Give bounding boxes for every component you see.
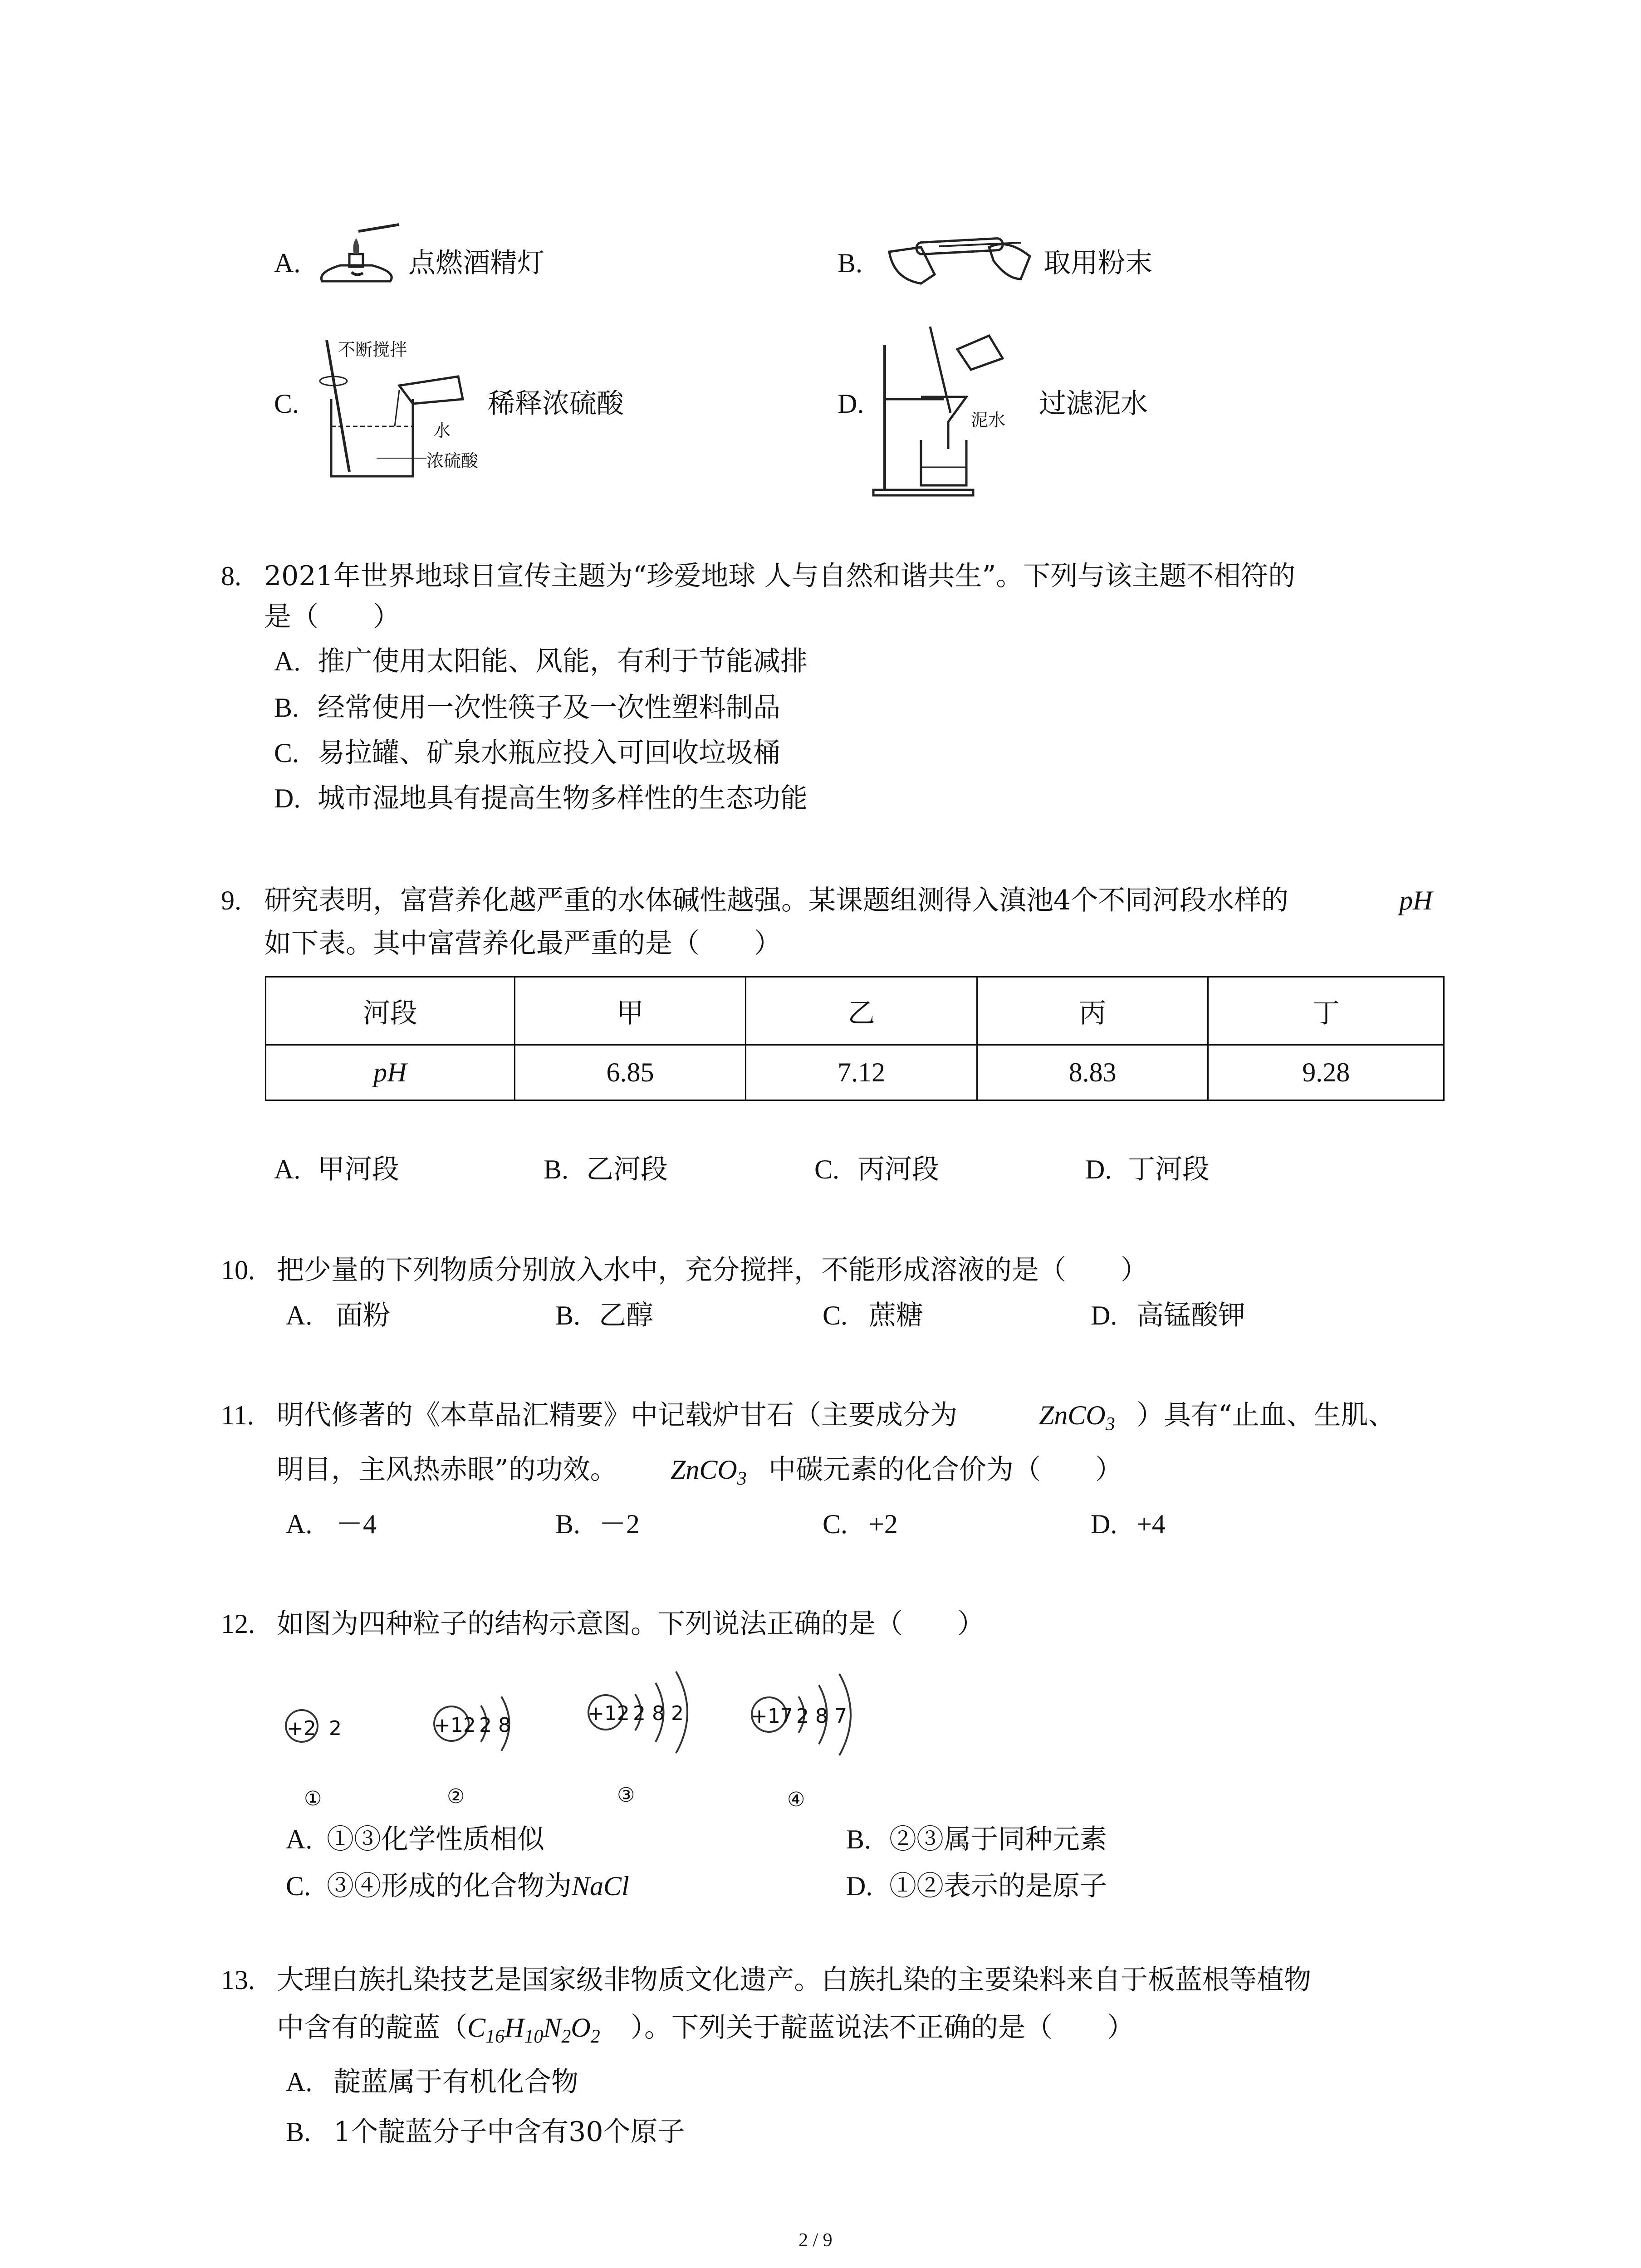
q13-number: 13. (221, 1965, 255, 1995)
table-header-cell: 乙 (746, 977, 977, 1045)
particle-electrons: 2 8 7 (796, 1705, 847, 1728)
element: O (571, 2013, 591, 2043)
q8-option-text: 经常使用一次性筷子及一次性塑料制品 (318, 692, 780, 723)
table-header-cell: 河段 (266, 977, 515, 1045)
q12-option-text: ②③属于同种元素 (889, 1823, 1107, 1855)
formula-sub: 3 (737, 1468, 747, 1489)
alcohol-lamp-figure (309, 222, 406, 290)
q12-option-letter: D. (846, 1871, 873, 1901)
element: C (467, 2013, 486, 2043)
q8-option-text: 易拉罐、矿泉水瓶应投入可回收垃圾桶 (318, 737, 780, 769)
formula-main: ZnCO (1039, 1400, 1106, 1430)
subscript: 2 (561, 2026, 571, 2047)
q10-option-text: 蔗糖 (869, 1300, 923, 1331)
q9-stem-line1: 研究表明，富营养化越严重的水体碱性越强。某课题组测得入滇池4个不同河段水样的 (264, 885, 1289, 916)
q11-option-text: +2 (869, 1509, 898, 1539)
particle-electrons: 2 (329, 1717, 342, 1740)
table-cell: 7.12 (746, 1045, 977, 1100)
q8-option-text: 推广使用太阳能、风能，有利于节能减排 (318, 645, 808, 677)
q8-stem-line1: 2021年世界地球日宣传主题为“珍爱地球 人与自然和谐共生”。下列与该主题不相符的 (264, 560, 1296, 592)
q9-option-text: 甲河段 (318, 1154, 399, 1185)
q8-number: 8. (221, 561, 241, 591)
q9-option-letter: C. (814, 1154, 840, 1184)
q12-option-letter: A. (286, 1824, 313, 1854)
q12-number: 12. (221, 1609, 255, 1639)
q9-option-text: 丁河段 (1128, 1154, 1210, 1185)
particle-nucleus: +12 (588, 1702, 630, 1725)
q9-option-text: 乙河段 (586, 1154, 668, 1185)
powder-spatula-figure (885, 225, 1034, 293)
q8-option-letter: D. (274, 783, 301, 813)
table-cell: pH (266, 1045, 515, 1100)
q7-c-stir-label: 不断搅拌 (338, 340, 407, 360)
q13-stem-line2a: 中含有的靛蓝（ (277, 2012, 467, 2043)
q11-option-letter: D. (1091, 1509, 1117, 1539)
q10-option-text: 高锰酸钾 (1136, 1300, 1245, 1331)
q7-option-d-text: 过滤泥水 (1039, 388, 1148, 420)
q7-c-water-label: 水 (433, 420, 451, 440)
q10-option-letter: C. (823, 1300, 848, 1330)
q9-option-letter: A. (274, 1154, 301, 1184)
q8-option-letter: B. (274, 693, 299, 723)
q11-number: 11. (221, 1400, 254, 1430)
q13-stem-line1: 大理白族扎染技艺是国家级非物质文化遗产。白族扎染的主要染料来自于板蓝根等植物 (277, 1964, 1311, 1996)
q7-option-a-letter: A. (274, 248, 301, 278)
table-cell: 9.28 (1208, 1045, 1444, 1100)
q11-option-letter: C. (823, 1509, 848, 1539)
q7-option-c-text: 稀释浓硫酸 (488, 388, 624, 420)
element: N (543, 2013, 562, 2043)
q11-stem-line2a: 明目，主风热赤眼”的功效。 (277, 1454, 617, 1486)
subscript: 10 (524, 2026, 544, 2047)
subscript: 16 (485, 2026, 505, 2047)
q13-option-text: 靛蓝属于有机化合物 (333, 2066, 578, 2098)
q10-option-letter: A. (286, 1300, 313, 1330)
q10-option-letter: B. (555, 1300, 581, 1330)
q7-option-b-text: 取用粉末 (1043, 247, 1152, 279)
table-header-row (266, 977, 1444, 1045)
q13-option-letter: B. (286, 2117, 311, 2147)
particle-nucleus: +2 (287, 1717, 316, 1740)
q13-stem-line2b: ）。下列关于靛蓝说法不正确的是（ ） (631, 2012, 1134, 2043)
q8-option-letter: C. (274, 738, 299, 768)
q7-option-d-letter: D. (838, 389, 864, 419)
q11-stem-line2b: 中碳元素的化合价为（ ） (769, 1454, 1122, 1486)
q9-stem-ph: pH (1399, 885, 1433, 915)
table-header-cell: 甲 (514, 977, 746, 1045)
q8-stem-line2: 是（ ） (264, 601, 400, 633)
particle-electrons: 2 8 2 (633, 1702, 684, 1725)
particle-label: ① (304, 1787, 322, 1810)
q10-option-letter: D. (1091, 1300, 1117, 1330)
q8-option-letter: A. (274, 646, 301, 676)
q12-option-letter: C. (286, 1871, 311, 1901)
particle-electrons: 2 8 (479, 1714, 511, 1737)
formula-sub: 3 (1105, 1414, 1115, 1435)
particle-label: ② (447, 1785, 465, 1808)
q10-stem: 把少量的下列物质分别放入水中，充分搅拌，不能形成溶液的是（ ） (277, 1254, 1148, 1286)
q8-option-text: 城市湿地具有提高生物多样性的生态功能 (318, 782, 808, 814)
q7-option-a-text: 点燃酒精灯 (408, 247, 544, 279)
table-cell: 6.85 (514, 1045, 746, 1100)
q11-option-text: －2 (599, 1509, 640, 1539)
subscript: 2 (590, 2026, 600, 2047)
q11-option-text: +4 (1136, 1509, 1166, 1539)
table-row (266, 1045, 1444, 1100)
q11-option-letter: B. (555, 1509, 581, 1539)
q13-formula (467, 2014, 600, 2046)
q7-d-muddy-label: 泥水 (971, 410, 1006, 430)
table-header-cell: 丁 (1208, 977, 1444, 1045)
q9-option-text: 丙河段 (857, 1154, 939, 1185)
q12-stem: 如图为四种粒子的结构示意图。下列说法正确的是（ ） (277, 1608, 985, 1640)
q9-option-letter: D. (1085, 1154, 1112, 1184)
q11-stem-line1a: 明代修著的《本草品汇精要》中记载炉甘石（主要成分为 (277, 1399, 957, 1431)
q11-option-text: －4 (336, 1509, 377, 1539)
q7-option-c-letter: C. (274, 389, 299, 419)
q9-option-letter: B. (544, 1154, 569, 1184)
q12-option-text (327, 1872, 629, 1900)
q12-option-letter: B. (846, 1824, 872, 1854)
q10-option-text: 乙醇 (599, 1300, 653, 1331)
particle-nucleus: +12 (434, 1714, 476, 1737)
table-cell: 8.83 (977, 1045, 1208, 1100)
formula-main: ZnCO (671, 1455, 737, 1485)
q7-c-acid-label: 浓硫酸 (426, 451, 479, 471)
q13-option-letter: A. (286, 2067, 313, 2097)
q11-formula (1039, 1402, 1115, 1434)
table-header-cell: 丙 (977, 977, 1208, 1045)
option-c-text-a: ③④形成的化合物为 (327, 1870, 572, 1902)
q11-option-letter: A. (286, 1509, 313, 1539)
q11-stem-line1b: ）具有“止血、生肌、 (1136, 1399, 1396, 1431)
q12-option-text: ①③化学性质相似 (327, 1823, 544, 1855)
particle-nucleus: +17 (751, 1705, 793, 1728)
particle-label: ④ (787, 1788, 805, 1811)
page-number: 2 / 9 (798, 2230, 833, 2251)
element: H (505, 2013, 524, 2043)
particle-label: ③ (617, 1784, 635, 1807)
q10-option-text: 面粉 (336, 1300, 390, 1331)
q11-formula-2 (671, 1456, 747, 1488)
q9-number: 9. (221, 885, 241, 915)
ph-table (265, 976, 1445, 1101)
option-c-formula: NaCl (572, 1871, 629, 1901)
q9-stem-line2: 如下表。其中富营养化最严重的是（ ） (264, 928, 781, 959)
q10-number: 10. (221, 1255, 255, 1285)
q13-option-text: 1个靛蓝分子中含有30个原子 (333, 2116, 685, 2148)
q7-option-b-letter: B. (838, 248, 863, 278)
q12-option-text: ①②表示的是原子 (889, 1870, 1107, 1902)
